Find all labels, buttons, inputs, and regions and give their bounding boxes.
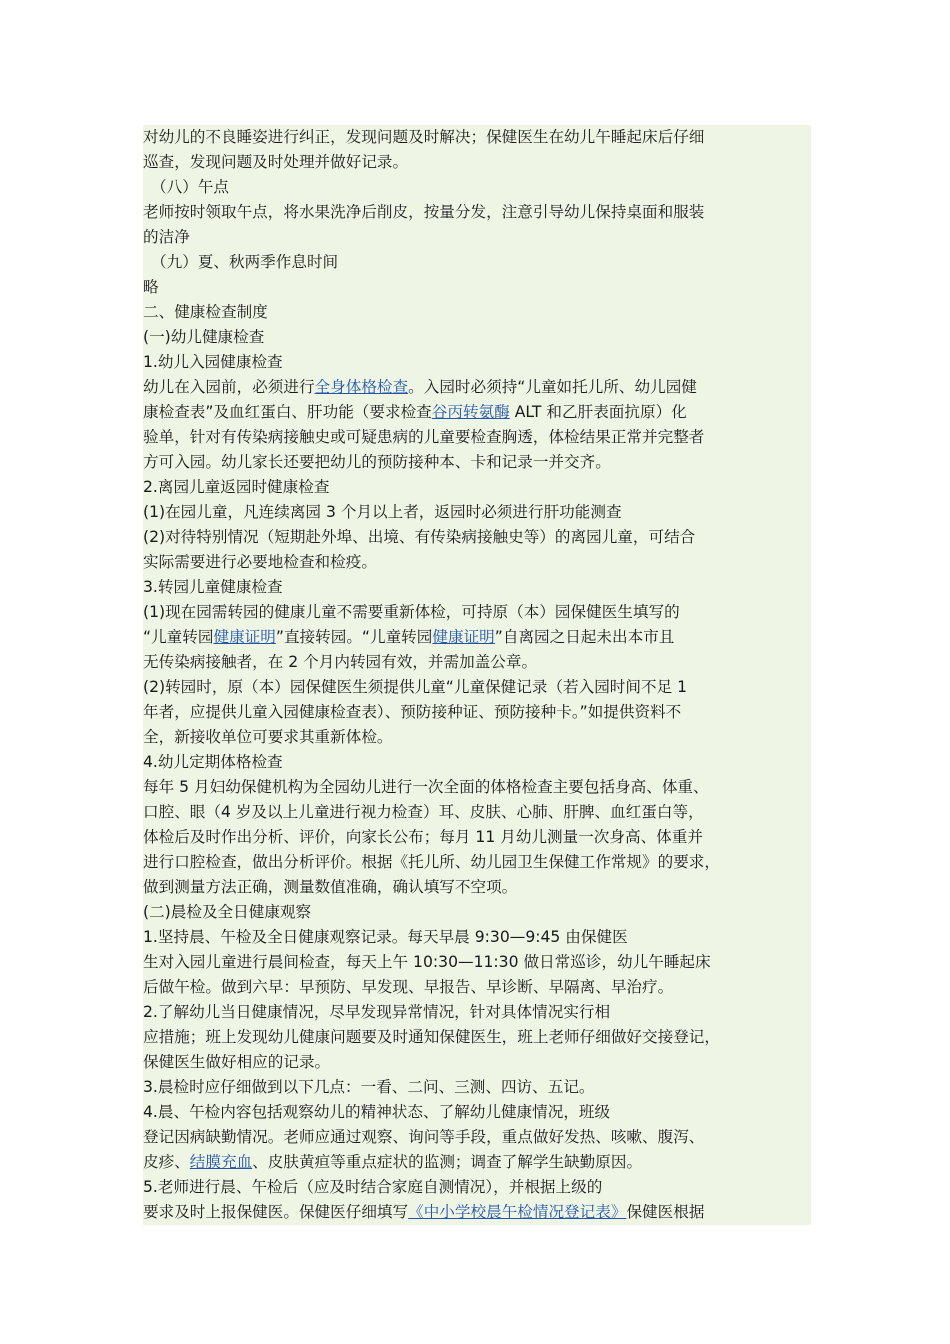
text-line — [143, 1125, 811, 1150]
line-text: 生对入园儿童进行晨间检查，每天上午 10:30—11:30 做日常巡诊，幼儿午睡起床 — [143, 953, 711, 971]
text-line — [143, 1050, 811, 1075]
line-text: 康检查表”及血红蛋白、肝功能（要求检查 — [143, 403, 432, 421]
line-text: “儿童转园 — [143, 628, 214, 646]
text-line — [143, 750, 811, 775]
section-number: (二) — [143, 903, 171, 921]
text-line — [143, 1200, 811, 1225]
inline-link[interactable]: 谷丙转氨酶 — [431, 403, 510, 421]
line-text: 对幼儿的不良睡姿进行纠正，发现问题及时解决；保健医生在幼儿午睡起床后仔细 — [143, 128, 705, 146]
section-number: 3. — [143, 1078, 158, 1096]
section-heading: 晨检时应仔细做到以下几点：一看、二问、三测、四访、五记。 — [157, 1078, 595, 1096]
text-line — [143, 350, 811, 375]
section-heading: 转园儿童健康检查 — [157, 578, 283, 596]
text-line — [143, 200, 811, 225]
line-text: (1)在园儿童，凡连续离园 3 个月以上者，返园时必须进行肝功能测查 — [143, 503, 622, 521]
line-text: 应措施；班上发现幼儿健康问题要及时通知保健医生，班上老师仔细做好交接登记， — [143, 1028, 720, 1046]
line-text: 实际需要进行必要地检查和检疫。 — [143, 553, 377, 571]
section-number: 3. — [143, 578, 158, 596]
text-line — [143, 1100, 811, 1125]
text-line — [143, 275, 811, 300]
line-text: 略 — [143, 278, 159, 296]
text-line — [143, 925, 811, 950]
line-text: 保健医生做好相应的记录。 — [143, 1053, 331, 1071]
line-text: ALT 和乙肝表面抗原）化 — [509, 403, 687, 421]
text-line — [143, 1175, 811, 1200]
text-line — [143, 150, 811, 175]
section-number: 4. — [143, 1103, 158, 1121]
section-heading: 坚持晨、午检及全日健康观察记录。每天早晨 9:30—9:45 由保健医 — [157, 928, 628, 946]
inline-link[interactable]: 结膜充血 — [189, 1153, 253, 1171]
section-number: 1. — [143, 928, 158, 946]
line-text: 登记因病缺勤情况。老师应通过观察、询问等手段，重点做好发热、咳嗽、腹泻、 — [143, 1128, 705, 1146]
section-number: 5. — [143, 1178, 158, 1196]
line-text: 老师按时领取午点，将水果洗净后削皮，按量分发，注意引导幼儿保持桌面和服装 — [143, 203, 705, 221]
section-heading: 离园儿童返园时健康检查 — [157, 478, 330, 496]
text-line — [143, 225, 811, 250]
text-line — [143, 1150, 811, 1175]
text-line — [143, 875, 811, 900]
section-number: 2. — [143, 1003, 158, 1021]
section-number: 二、 — [143, 303, 175, 321]
text-line — [143, 175, 811, 200]
section-heading: 幼儿定期体格检查 — [157, 753, 283, 771]
text-line — [143, 425, 811, 450]
section-number: 1. — [143, 353, 158, 371]
line-text: 、皮肤黄疸等重点症状的监测；调查了解学生缺勤原因。 — [252, 1153, 643, 1171]
section-heading: 午点 — [197, 178, 229, 196]
section-heading: 老师进行晨、午检后（应及时结合家庭自测情况），并根据上级的 — [157, 1178, 603, 1196]
line-text: 后做午检。做到六早：早预防、早发现、早报告、早诊断、早隔离、早治疗。 — [143, 978, 674, 996]
line-text: (2)转园时，原（本）园保健医生须提供儿童“儿童保健记录（若入园时间不足 1 — [143, 678, 688, 696]
text-line — [143, 650, 811, 675]
line-text: 验单，针对有传染病接触史或可疑患病的儿童要检查胸透，体检结果正常并完整者 — [143, 428, 705, 446]
section-heading: 幼儿健康检查 — [170, 328, 265, 346]
line-text: 每年 5 月妇幼保健机构为全园幼儿进行一次全面的体格检查主要包括身高、体重、 — [143, 778, 709, 796]
line-text: 进行口腔检查，做出分析评价。根据《托儿所、幼儿园卫生保健工作常规》的要求， — [143, 853, 720, 871]
line-text: 口腔、眼（4 岁及以上儿童进行视力检查）耳、皮肤、心肺、肝脾、血红蛋白等， — [143, 803, 704, 821]
document-body — [143, 125, 811, 1225]
section-heading: 幼儿入园健康检查 — [157, 353, 283, 371]
section-heading: 健康检查制度 — [174, 303, 268, 321]
section-heading: 了解幼儿当日健康情况，尽早发现异常情况，针对具体情况实行相 — [157, 1003, 611, 1021]
text-line — [143, 775, 811, 800]
section-heading: 晨、午检内容包括观察幼儿的精神状态、了解幼儿健康情况，班级 — [157, 1103, 611, 1121]
line-text: ”直接转园。“儿童转园 — [275, 628, 433, 646]
line-text: 皮疹、 — [143, 1153, 190, 1171]
line-text: 无传染病接触者，在 2 个月内转园有效，并需加盖公章。 — [143, 653, 538, 671]
line-text: ”自离园之日起未出本市且 — [494, 628, 675, 646]
section-heading: 夏、秋两季作息时间 — [197, 253, 339, 271]
text-line — [143, 1000, 811, 1025]
text-line — [143, 525, 811, 550]
text-line — [143, 675, 811, 700]
line-text: 保健医根据 — [626, 1203, 705, 1221]
text-line — [143, 825, 811, 850]
line-text: (1)现在园需转园的健康儿童不需要重新体检，可持原（本）园保健医生填写的 — [143, 603, 680, 621]
text-line — [143, 375, 811, 400]
line-text: 的洁净 — [143, 228, 190, 246]
text-line — [143, 250, 811, 275]
line-text: 体检后及时作出分析、评价，向家长公布；每月 11 月幼儿测量一次身高、体重并 — [143, 828, 703, 846]
text-line — [143, 800, 811, 825]
text-line — [143, 450, 811, 475]
inline-link[interactable]: 健康证明 — [213, 628, 276, 646]
inline-link[interactable]: 《中小学校晨午检情况登记表》 — [408, 1203, 627, 1221]
text-line — [143, 725, 811, 750]
text-line — [143, 125, 811, 150]
line-text: 做到测量方法正确，测量数值准确，确认填写不空项。 — [143, 878, 518, 896]
text-line — [143, 975, 811, 1000]
text-line — [143, 1025, 811, 1050]
text-line — [143, 475, 811, 500]
text-line — [143, 950, 811, 975]
text-line — [143, 550, 811, 575]
text-line — [143, 400, 811, 425]
line-text: 。入园时必须持“儿童如托儿所、幼儿园健 — [408, 378, 697, 396]
text-line — [143, 600, 811, 625]
section-number: 2. — [143, 478, 158, 496]
text-line — [143, 325, 811, 350]
line-text: 方可入园。幼儿家长还要把幼儿的预防接种本、卡和记录一并交齐。 — [143, 453, 611, 471]
text-line — [143, 900, 811, 925]
section-number: 4. — [143, 753, 158, 771]
line-text: 年者，应提供儿童入园健康检查表）、预防接种证、预防接种卡。”如提供资料不 — [143, 703, 682, 721]
section-number: （九） — [151, 253, 198, 271]
text-line — [143, 500, 811, 525]
line-text: 幼儿在入园前，必须进行 — [143, 378, 315, 396]
text-line — [143, 575, 811, 600]
line-text: 巡查，发现问题及时处理并做好记录。 — [143, 153, 409, 171]
text-line — [143, 300, 811, 325]
text-line — [143, 850, 811, 875]
text-line — [143, 700, 811, 725]
text-line — [143, 1075, 811, 1100]
inline-link[interactable]: 全身体格检查 — [314, 378, 409, 396]
section-number: （八） — [151, 178, 198, 196]
line-text: 要求及时上报保健医。保健医仔细填写 — [143, 1203, 409, 1221]
section-number: (一) — [143, 328, 171, 346]
text-line — [143, 625, 811, 650]
section-heading: 晨检及全日健康观察 — [170, 903, 312, 921]
line-text: (2)对待特别情况（短期赴外埠、出境、有传染病接触史等）的离园儿童，可结合 — [143, 528, 696, 546]
inline-link[interactable]: 健康证明 — [432, 628, 495, 646]
line-text: 全，新接收单位可要求其重新体检。 — [143, 728, 393, 746]
